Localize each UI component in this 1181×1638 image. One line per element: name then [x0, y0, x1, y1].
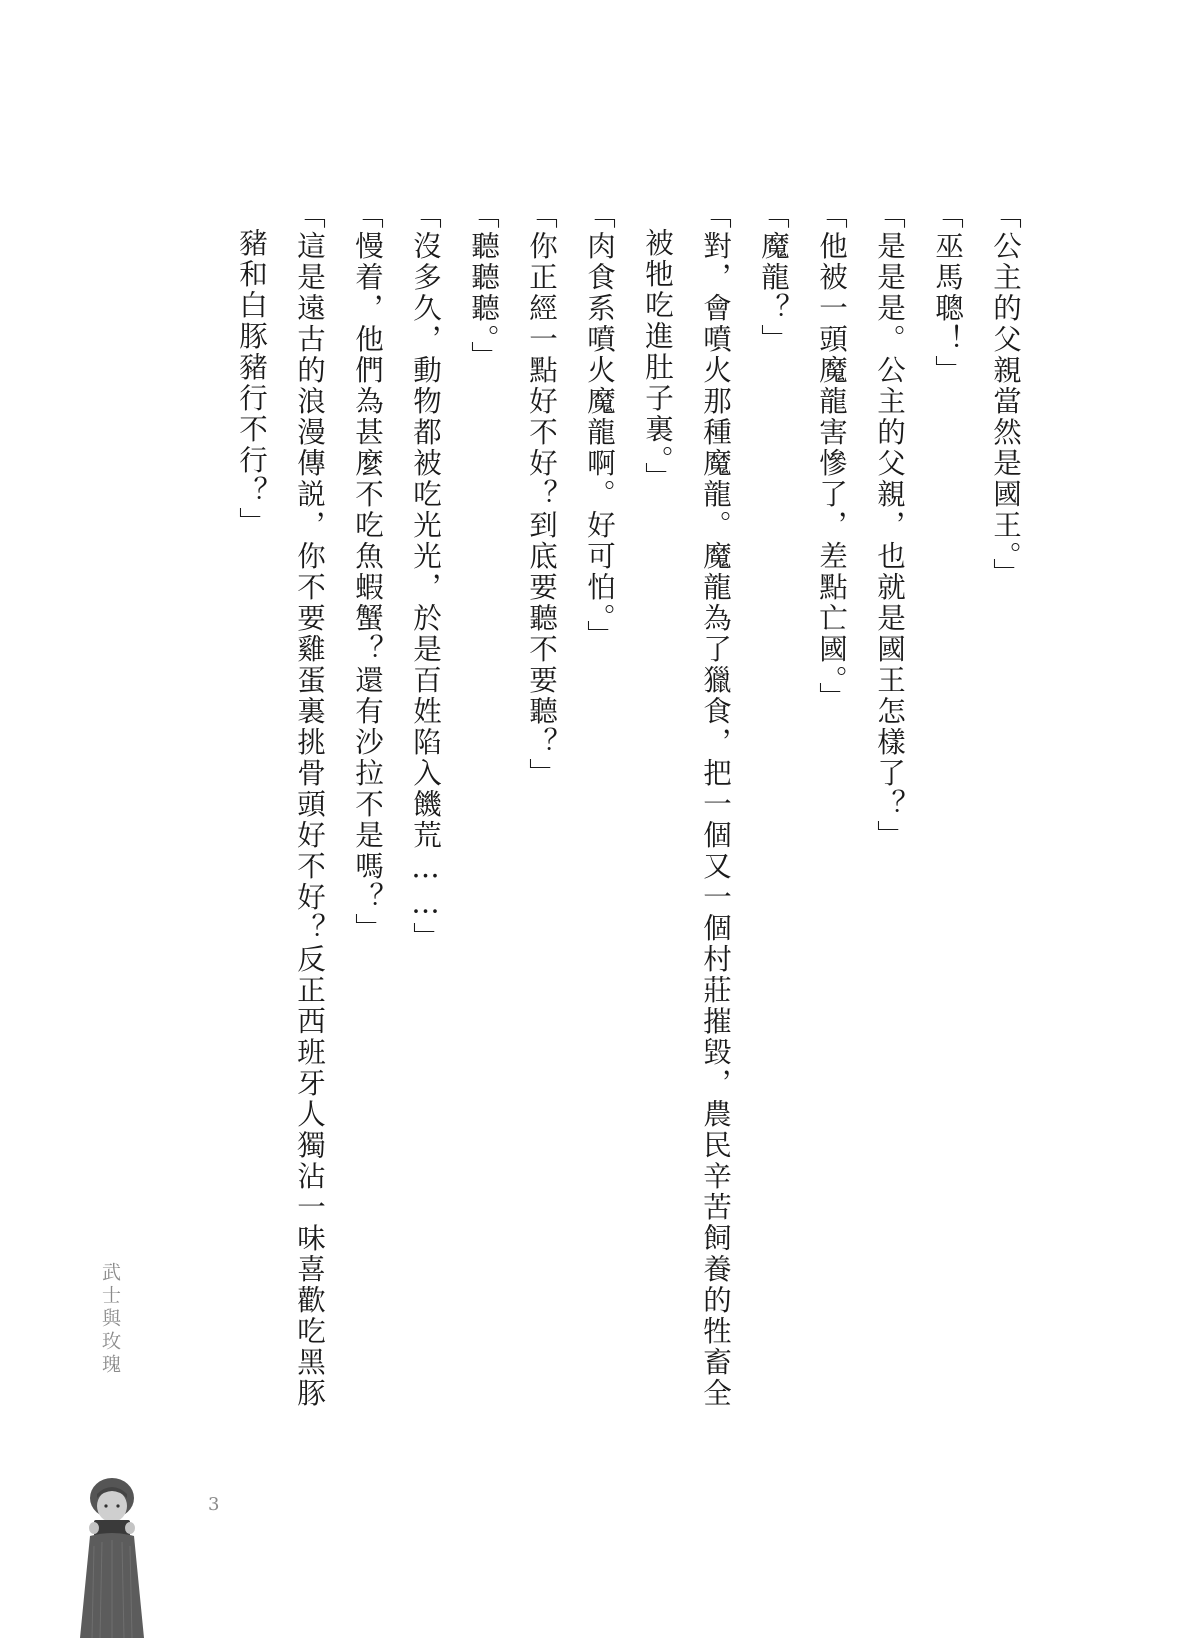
text-line-8: 「肉食系噴火魔龍啊。好可怕。」	[583, 200, 616, 651]
body-text	[188, 200, 1028, 1480]
girl-reading-illustration	[72, 1476, 152, 1638]
page-number: 3	[208, 1494, 220, 1515]
text-line-14: 豬和白豚豬行不行？」	[235, 228, 268, 538]
text-line-1: 「公主的父親當然是國王。」	[989, 200, 1022, 589]
text-line-13: 「這是遠古的浪漫傳説，你不要雞蛋裏挑骨頭好不好？反正西班牙人獨沾一味喜歡吃黑豚	[293, 200, 326, 1409]
text-line-9: 「你正經一點好不好？到底要聽不要聽？」	[525, 200, 558, 789]
text-line-6: 「對，會噴火那種魔龍。魔龍為了獵食，把一個又一個村莊摧毀，農民辛苦飼養的牲畜全	[699, 200, 732, 1409]
text-line-4: 「他被一頭魔龍害慘了，差點亡國。」	[815, 200, 848, 713]
text-line-3: 「是是是。公主的父親，也就是國王怎樣了？」	[873, 200, 906, 851]
text-line-7: 被牠吃進肚子裏。」	[641, 228, 674, 493]
text-line-10: 「聽聽聽。」	[467, 200, 500, 372]
text-line-11: 「沒多久，動物都被吃光光，於是百姓陷入饑荒……」	[409, 200, 442, 953]
text-line-5: 「魔龍？」	[757, 200, 790, 355]
text-line-12: 「慢着，他們為甚麼不吃魚蝦蟹？還有沙拉不是嗎？」	[351, 200, 384, 944]
text-line-2: 「巫馬聰！」	[931, 200, 964, 386]
running-title: 武士與玫瑰	[99, 1262, 121, 1377]
